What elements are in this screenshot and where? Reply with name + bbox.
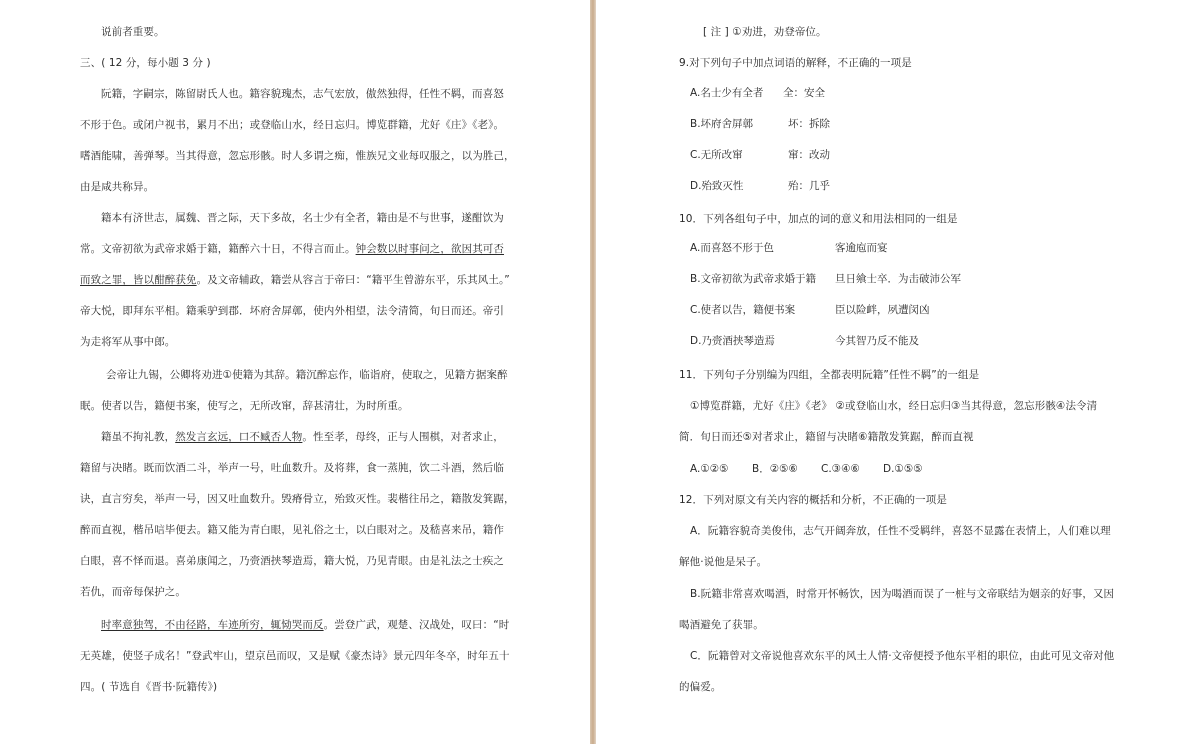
text-line: 为走将军从事中郎。 — [80, 336, 176, 348]
question-9: 9.对下列句子中加点词语的解释，不正确的一项是 — [679, 57, 912, 69]
text-line: 籍本有济世志，属魏、晋之际，天下多故，名士少有全者，籍由是不与世事，遂酣饮为 — [101, 212, 504, 224]
option-label: A.名士少有全者 — [690, 87, 764, 99]
option-label: A.而喜怒不形于色 — [690, 242, 774, 254]
option-compare: 今其智乃反不能及 — [835, 335, 919, 347]
text-line: 嗜酒能啸，善弹琴。当其得意，忽忘形骸。时人多谓之痴，惟族兄文业每叹服之，以为胜己， — [80, 150, 515, 162]
option-label: B.文帝初欲为武帝求婚于籍 — [690, 273, 817, 285]
text-line: A．阮籍容貌奇美俊伟，志气开阔奔放，任性不受羁绊，喜怒不显露在表情上，人们难以理 — [690, 525, 1111, 537]
text-line: 简．旬日而还⑤对者求止，籍留与决睹⑥籍散发箕踞，醉而直视 — [679, 431, 974, 443]
text-span: 。性至孝，母终，正与人围棋，对者求止， — [302, 431, 504, 443]
text-line — [101, 618, 509, 632]
underlined-text: 钟会数以时事问之，欲因其可否 — [355, 243, 505, 255]
text-line: 若仇，而帝每保护之。 — [80, 586, 186, 598]
text-line: ①博览群籍，尤好《庄》《老》 ②或登临山水，经日忘归③当其得意，忽忘形骸④法令清 — [690, 400, 1098, 412]
option-label: C.③④⑥ — [821, 463, 860, 475]
option-label: A.①②⑤ — [690, 463, 729, 475]
text-line: 籍留与决睹。既而饮酒二斗，举声一号，吐血数升。及将葬，食一蒸肫，饮二斗酒，然后临 — [80, 462, 504, 474]
left-page — [0, 0, 590, 744]
question-11: 11．下列句子分别编为四组，全都表明阮籍”任性不羁”的一组是 — [679, 369, 980, 381]
text-line: 解他·说他是呆子。 — [679, 556, 768, 568]
option-label: D.①⑤⑤ — [883, 463, 923, 475]
text-line: 眠。使者以告，籍便书案，使写之，无所改窜，辞甚清壮，为时所重。 — [80, 400, 409, 412]
option-label: C.无所改窜 — [690, 149, 743, 161]
text-span: 。及文帝辅政，籍尝从容言于帝曰：“籍平生曾游东平，乐其风土。” — [196, 274, 510, 286]
text-line — [80, 242, 504, 256]
text-line: B.阮籍非常喜欢喝酒，时常开怀畅饮，因为喝酒而误了一桩与文帝联结为姻亲的好事，又因 — [690, 588, 1115, 600]
text-line — [101, 430, 504, 444]
text-span: 。尝登广武，观楚、汉战处，叹曰：“时 — [323, 619, 510, 631]
underlined-text: 然发言玄远，口不臧否人物 — [175, 431, 303, 443]
text-line: C．阮籍曾对文帝说他喜欢东平的风土人情·文帝便授予他东平相的职位，由此可见文帝对他 — [690, 650, 1115, 662]
option-label: C.使者以告，籍便书案 — [690, 304, 796, 316]
text-line: 帝大悦，即拜东平相。籍乘驴到郡．坏府舍屏鄣，使内外相望，法令清简，旬日而还。帝引 — [80, 305, 504, 317]
right-page — [596, 0, 1184, 744]
option-compare: 臣以险衅，夙遭闵凶 — [835, 304, 930, 316]
underlined-text: 时率意独驾，不由径路，车迹所穷，辄恸哭而反 — [101, 619, 324, 631]
question-10: 10．下列各组句子中，加点的词的意义和用法相同的一组是 — [679, 213, 958, 225]
option-compare: 客逾庖而宴 — [835, 242, 888, 254]
option-gloss: 全：安全 — [783, 87, 825, 99]
option-compare: 旦日飨士卒．为击破沛公军 — [835, 273, 961, 285]
section-heading: 三、( 12 分，每小题 3 分 ) — [80, 57, 211, 69]
option-label: B.坏府舍屏鄣 — [690, 118, 754, 130]
text-line: 无英雄，使竖子成名！”登武牢山，望京邑而叹，又是赋《豪杰诗》景元四年冬卒，时年五十 — [80, 650, 510, 662]
option-label: B．②⑤⑥ — [752, 463, 798, 475]
text-line: 喝酒避免了获罪。 — [679, 619, 764, 631]
text-span: 籍虽不拘礼教， — [101, 431, 176, 443]
text-line: 白眼，喜不怿而退。喜弟康闻之，乃赍酒挟琴造焉，籍大悦，乃见青眼。由是礼法之士疾之 — [80, 555, 504, 567]
underlined-text: 而致之罪，皆以酣醉获免 — [80, 274, 197, 286]
footnote: [ 注 ] ①劝进，劝登帝位。 — [703, 26, 827, 38]
text-span: 常。文帝初欲为武帝求婚于籍，籍醉六十日，不得言而止。 — [80, 243, 356, 255]
text-line: 由是咸共称异。 — [80, 181, 155, 193]
option-gloss: 窜：改动 — [788, 149, 830, 161]
text-line: 不形于色。或闭户视书，累月不出；或登临山水，经日忘归。博览群籍，尤好《庄》《老》。 — [80, 119, 505, 131]
text-line: 会帝让九锡，公卿将劝进①使籍为其辞。籍沉醉忘作，临诣府，使取之，见籍方据案醉 — [106, 369, 508, 381]
option-gloss: 坏：拆除 — [788, 118, 830, 130]
option-label: D.殆致灭性 — [690, 180, 744, 192]
text-line: 说前者重要。 — [101, 26, 165, 38]
text-line — [80, 273, 510, 287]
option-label: D.乃赍酒挟琴造焉 — [690, 335, 775, 347]
text-line: 阮籍，字嗣宗，陈留尉氏人也。籍容貌瑰杰，志气宏放，傲然独得，任性不羁，而喜怒 — [101, 88, 504, 100]
text-line: 醉而直视，楷吊唁毕便去。籍又能为青白眼，见礼俗之士，以白眼对之。及嵇喜来吊，籍作 — [80, 524, 504, 536]
text-line: 诀，直言穷矣，举声一号，因又吐血数升。毁瘠骨立，殆致灭性。裴楷往吊之，籍散发箕踞， — [80, 493, 515, 505]
text-line: 四。( 节选自《晋书·阮籍传》) — [80, 681, 218, 693]
option-gloss: 殆：几乎 — [788, 180, 830, 192]
question-12: 12．下列对原文有关内容的概括和分析，不正确的一项是 — [679, 494, 947, 506]
text-line: 的偏爱。 — [679, 681, 722, 693]
